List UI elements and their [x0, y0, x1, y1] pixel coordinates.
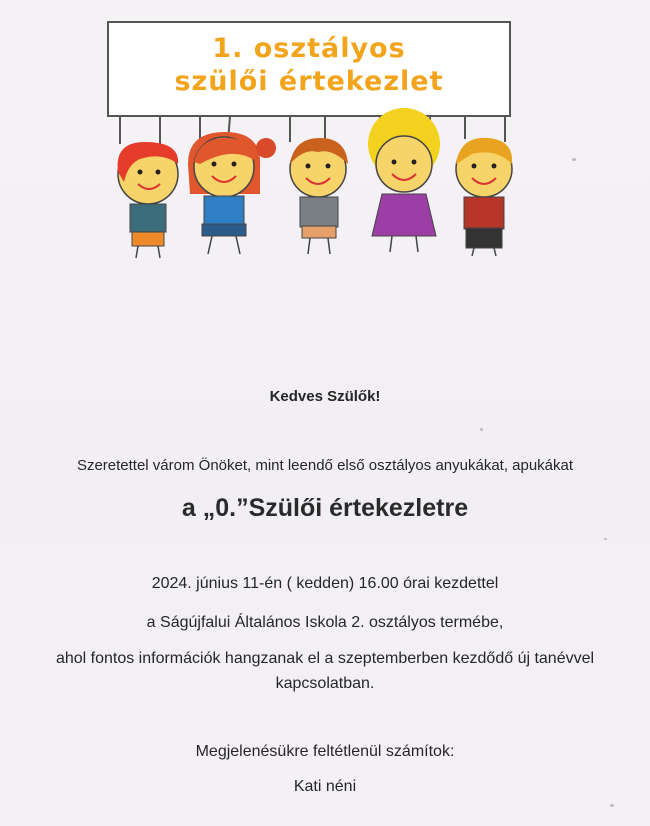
info-line-1: ahol fontos információk hangzanak el a szeptemberben kezdődő új tanévvel [55, 650, 595, 667]
paper-speck [572, 158, 576, 161]
child-2 [188, 132, 276, 254]
signature: Kati néni [293, 778, 357, 795]
paper-speck [480, 428, 483, 431]
child-1 [118, 142, 179, 258]
headline: a „0.”Szülői értekezletre [181, 494, 469, 522]
banner-title-line1: 1. osztályos [212, 33, 406, 64]
place-line: a Ságújfalui Általános Iskola 2. osztályos termébe, [146, 614, 504, 631]
child-5 [456, 138, 512, 256]
date-line: 2024. június 11-én ( kedden) 16.00 órai kezdettel [151, 575, 499, 592]
intro-text: Szeretettel várom Önöket, mint leendő első osztályos anyukákat, apukákat [76, 457, 574, 474]
greeting: Kedves Szülők! [269, 388, 381, 405]
child-4 [368, 108, 440, 252]
paper-speck [610, 804, 614, 807]
banner-title-line2: szülői értekezlet [174, 66, 444, 97]
info-line-2: kapcsolatban. [275, 675, 375, 692]
closing-line: Megjelenésükre feltétlenül számítok: [195, 743, 455, 760]
child-3 [290, 138, 348, 254]
paper-speck [604, 538, 607, 540]
